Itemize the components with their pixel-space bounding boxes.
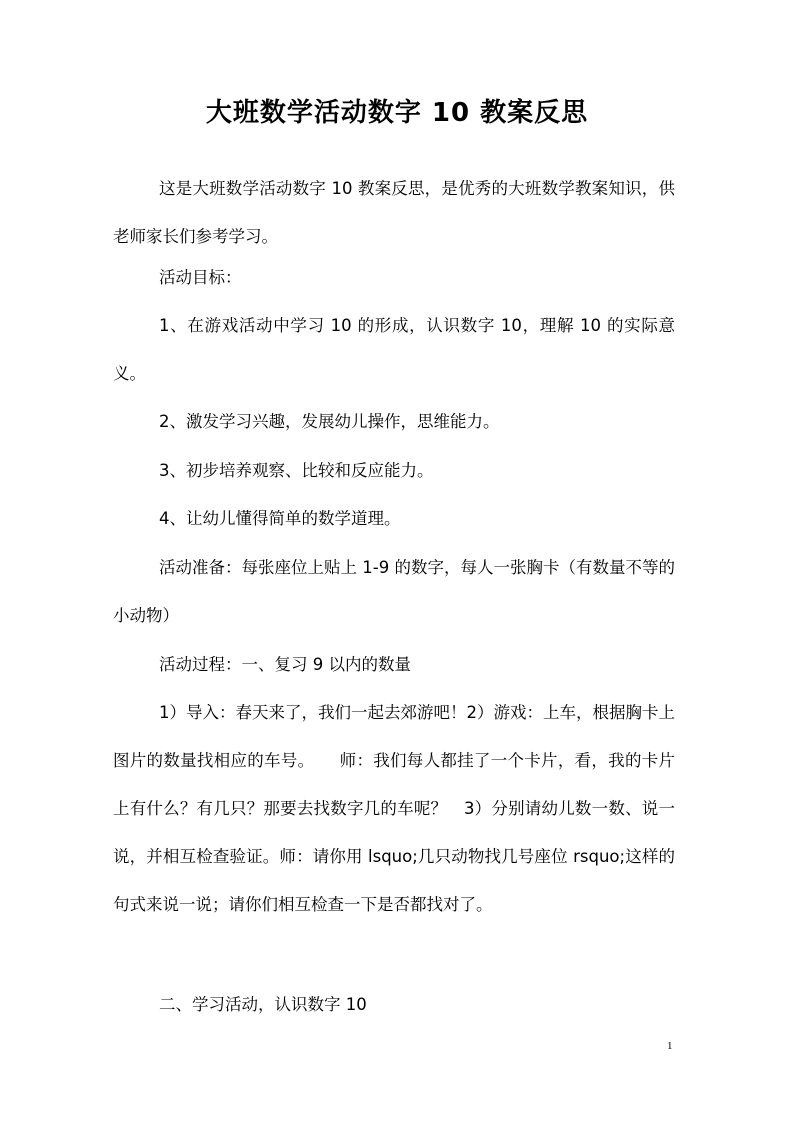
objective-item-4: 4、让幼儿懂得简单的数学道理。	[159, 509, 401, 528]
objectives-heading: 活动目标：	[159, 268, 242, 287]
process-steps-paragraph: 1）导入：春天来了，我们一起去郊游吧！2）游戏：上车，根据胸卡上图片的数量找相应的车号。 师：我们每人都挂了一个卡片，看，我的卡片上有什么？有几只？那要去找数字几的车呢？ 3）分别请幼儿数一数、说一说，并相互检查验证。师：请你用 lsquo;几只动物找几号座位 rsquo;这样的句式来说一说；请你们相互检查一下是否都找对了。	[113, 703, 675, 914]
page-number: 1	[667, 1040, 673, 1052]
document-title: 大班数学活动数字 10 教案反思	[205, 98, 589, 128]
objective-item-2: 2、激发学习兴趣，发展幼儿操作，思维能力。	[159, 412, 500, 431]
preparation-paragraph: 活动准备：每张座位上贴上 1-9 的数字，每人一张胸卡（有数量不等的小动物）	[113, 558, 675, 625]
intro-paragraph: 这是大班数学活动数字 10 教案反思，是优秀的大班数学教案知识，供老师家长们参考学习。	[113, 179, 675, 246]
section-two-heading: 二、学习活动，认识数字 10	[159, 995, 367, 1014]
process-heading: 活动过程：一、复习 9 以内的数量	[159, 655, 411, 674]
objective-item-1: 1、在游戏活动中学习 10 的形成，认识数字 10，理解 10 的实际意义。	[113, 316, 675, 383]
objective-item-3: 3、初步培养观察、比较和反应能力。	[159, 461, 434, 480]
